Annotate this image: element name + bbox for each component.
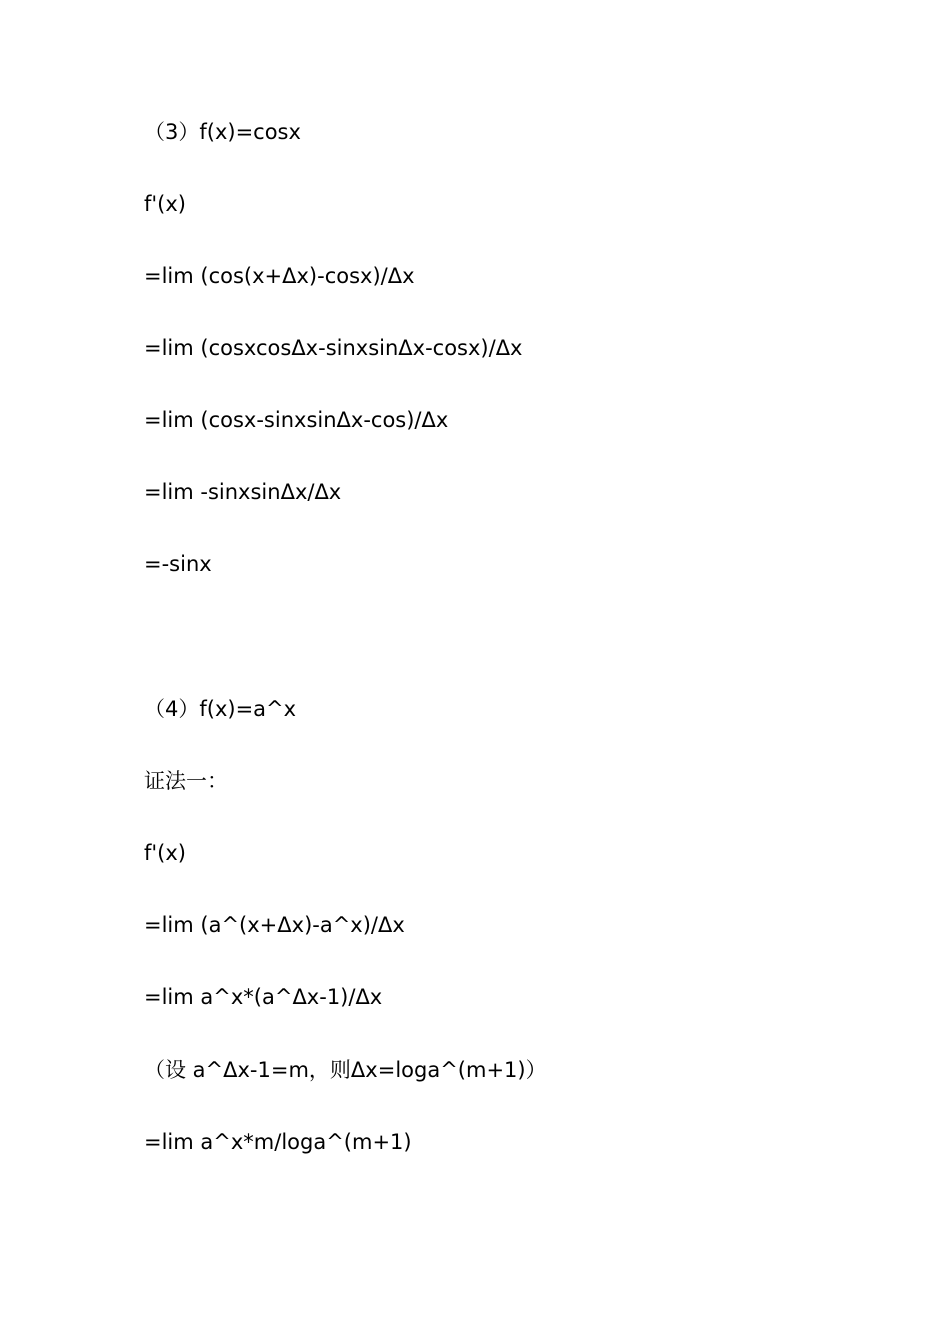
section-4-step-2: =lim (a^(x+Δx)-a^x)/Δx [144,913,405,937]
section-3-step-5: =lim -sinxsinΔx/Δx [144,480,342,504]
section-4-step-5: =lim a^x*m/loga^(m+1) [144,1130,412,1154]
section-3-heading: （3）f(x)=cosx [144,120,301,144]
section-4-method-label: 证法一： [144,769,228,793]
section-3-step-1: f'(x) [144,192,186,216]
section-3-step-6: =-sinx [144,552,212,576]
section-3-step-2: =lim (cos(x+Δx)-cosx)/Δx [144,264,415,288]
section-4-step-3: =lim a^x*(a^Δx-1)/Δx [144,985,383,1009]
section-4-step-4: （设 a^Δx-1=m，则Δx=loga^(m+1)） [144,1058,547,1082]
section-4-heading: （4）f(x)=a^x [144,697,297,721]
section-3-step-4: =lim (cosx-sinxsinΔx-cos)/Δx [144,408,449,432]
section-4-step-1: f'(x) [144,841,186,865]
section-3-step-3: =lim (cosxcosΔx-sinxsinΔx-cosx)/Δx [144,336,523,360]
